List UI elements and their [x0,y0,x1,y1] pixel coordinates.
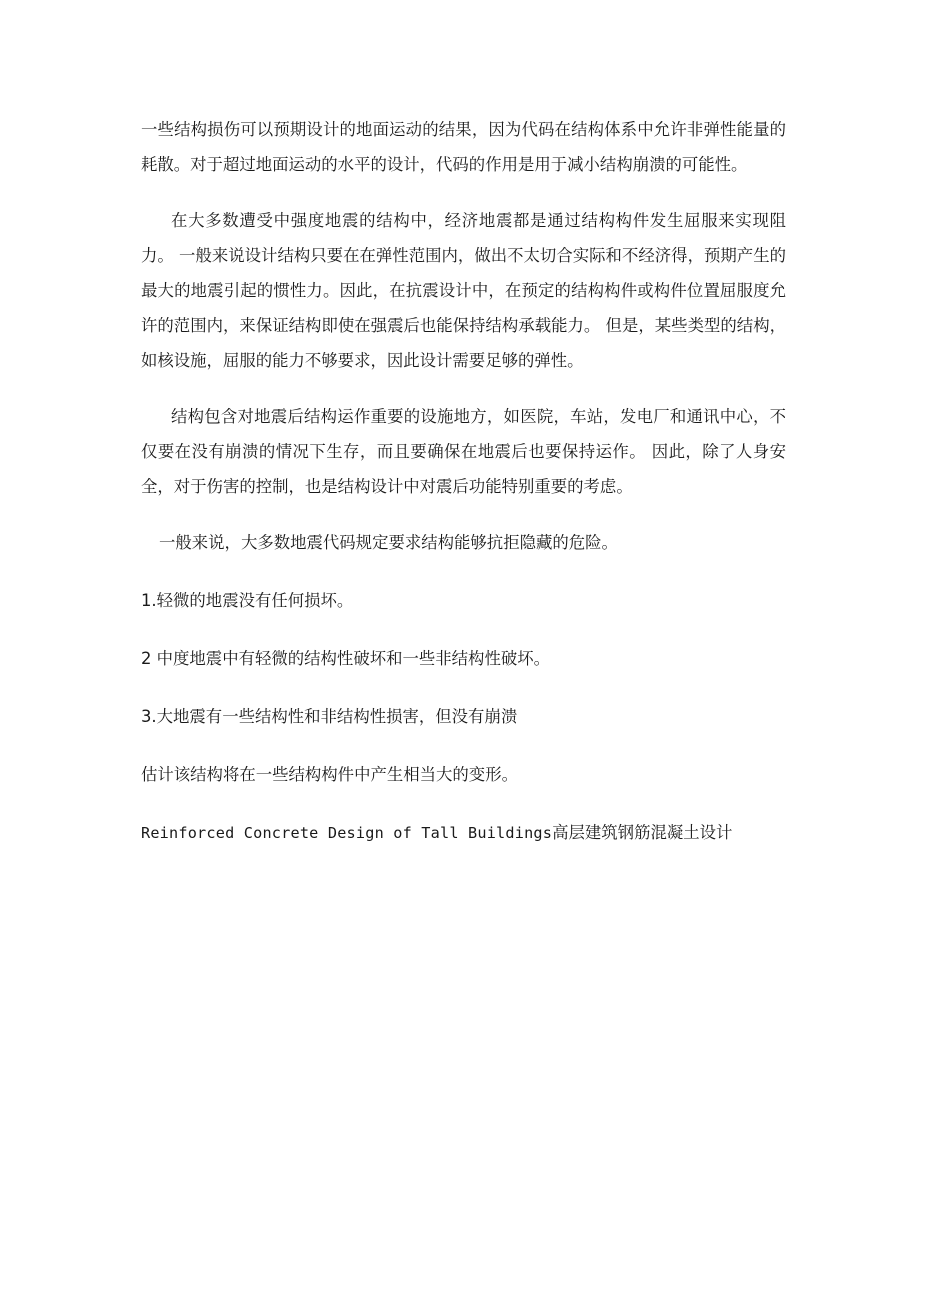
list-item-minor-earthquake: 1.轻微的地震没有任何损坏。 [141,591,354,610]
document-body [141,112,786,851]
paragraph-post-earthquake-function: 结构包含对地震后结构运作重要的设施地方，如医院，车站，发电厂和通讯中心，不仅要在没有崩溃的情况下生存，而且要确保在地震后也要保持运作。 因此，除了人身安全，对于伤害的控制，也是结构设计中对震后功能特别重要的考虑。 [141,407,786,496]
title-chinese: 高层建筑钢筋混凝土设计 [552,823,733,842]
deformation-note: 估计该结构将在一些结构构件中产生相当大的变形。 [141,765,518,784]
paragraph-code-requirements: 一般来说，大多数地震代码规定要求结构能够抗拒隐藏的危险。 [159,533,618,552]
title-english: Reinforced Concrete Design of Tall Buildings [141,824,553,842]
list-item-major-earthquake: 3.大地震有一些结构性和非结构性损害，但没有崩溃 [141,707,518,726]
paragraph-yield-resistance: 在大多数遭受中强度地震的结构中，经济地震都是通过结构构件发生屈服来实现阻力。 一般来说设计结构只要在在弹性范围内，做出不太切合实际和不经济得，预期产生的最大的地震引起的惯性力。因此，在抗震设计中，在预定的结构构件或构件位置屈服度允许的范围内，来保证结构即使在强震后也能保持结构承载能力。 但是，某些类型的结构，如核设施，屈服的能力不够要求，因此设计需要足够的弹性。 [141,211,786,370]
paragraph-structural-damage: 一些结构损伤可以预期设计的地面运动的结果，因为代码在结构体系中允许非弹性能量的耗散。对于超过地面运动的水平的设计，代码的作用是用于减小结构崩溃的可能性。 [141,120,786,174]
document-title-line [141,815,786,851]
list-item-moderate-earthquake: 2 中度地震中有轻微的结构性破坏和一些非结构性破坏。 [141,649,551,668]
